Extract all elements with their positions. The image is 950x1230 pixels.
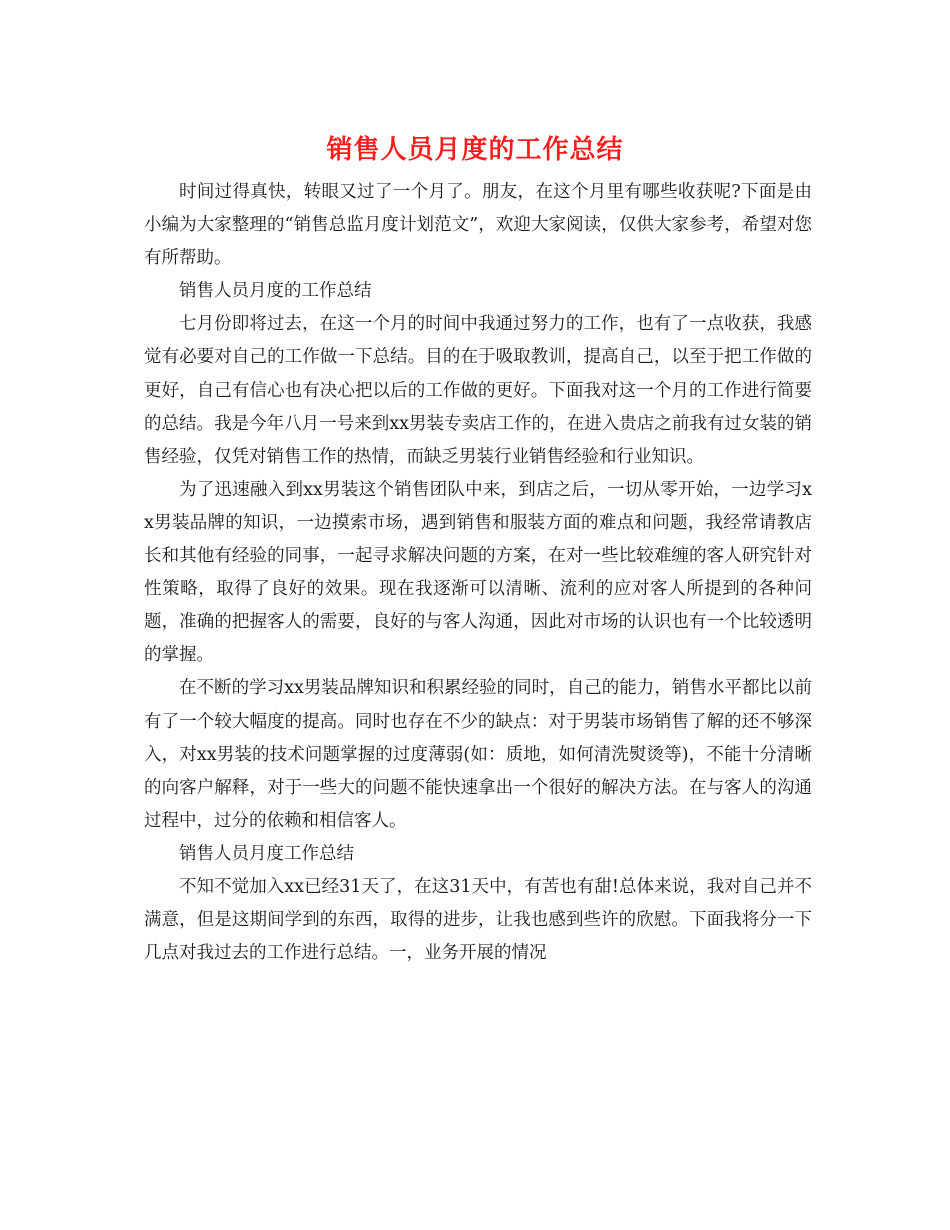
body-paragraph: 在不断的学习xx男装品牌知识和积累经验的同时，自己的能力，销售水平都比以前有了一个较大幅度的提高。同时也存在不少的缺点：对于男装市场销售了解的还不够深入，对xx男装的技术问题掌握的过度薄弱(如：质地，如何清洗熨烫等)，不能十分清晰的向客户解释，对于一些大的问题不能快速拿出一个很好的解决方法。在与客人的沟通过程中，过分的依赖和相信客人。 (144, 678, 812, 831)
body-paragraph: 七月份即将过去，在这一个月的时间中我通过努力的工作，也有了一点收获，我感觉有必要对自己的工作做一下总结。目的在于吸取教训，提高自己，以至于把工作做的更好，自己有信心也有决心把以后的工作做的更好。下面我对这一个月的工作进行简要的总结。我是今年八月一号来到xx男装专卖店工作的，在进入贵店之前我有过女装的销售经验，仅凭对销售工作的热情，而缺乏男装行业销售经验和行业知识。 (144, 314, 812, 467)
section-heading: 销售人员月度工作总结 (179, 843, 354, 864)
body-paragraph: 为了迅速融入到xx男装这个销售团队中来，到店之后，一切从零开始，一边学习xx男装品牌的知识，一边摸索市场，遇到销售和服装方面的难点和问题，我经常请教店长和其他有经验的同事，一起寻求解决问题的方案，在对一些比较难缠的客人研究针对性策略，取得了良好的效果。现在我逐渐可以清晰、流利的应对客人所提到的各种问题，准确的把握客人的需要，良好的与客人沟通，因此对市场的认识也有一个比较透明的掌握。 (144, 479, 812, 666)
section-heading: 销售人员月度的工作总结 (179, 281, 372, 302)
document-title: 销售人员月度的工作总结 (326, 135, 624, 165)
document-body (144, 176, 812, 970)
body-paragraph: 不知不觉加入xx已经31天了，在这31天中，有苦也有甜!总体来说，我对自己并不满意，但是这期间学到的东西，取得的进步，让我也感到些许的欣慰。下面我将分一下几点对我过去的工作进行总结。一，业务开展的情况 (144, 876, 812, 964)
intro-paragraph: 时间过得真快，转眼又过了一个月了。朋友，在这个月里有哪些收获呢?下面是由小编为大家整理的“销售总监月度计划范文”，欢迎大家阅读，仅供大家参考，希望对您有所帮助。 (144, 182, 812, 269)
